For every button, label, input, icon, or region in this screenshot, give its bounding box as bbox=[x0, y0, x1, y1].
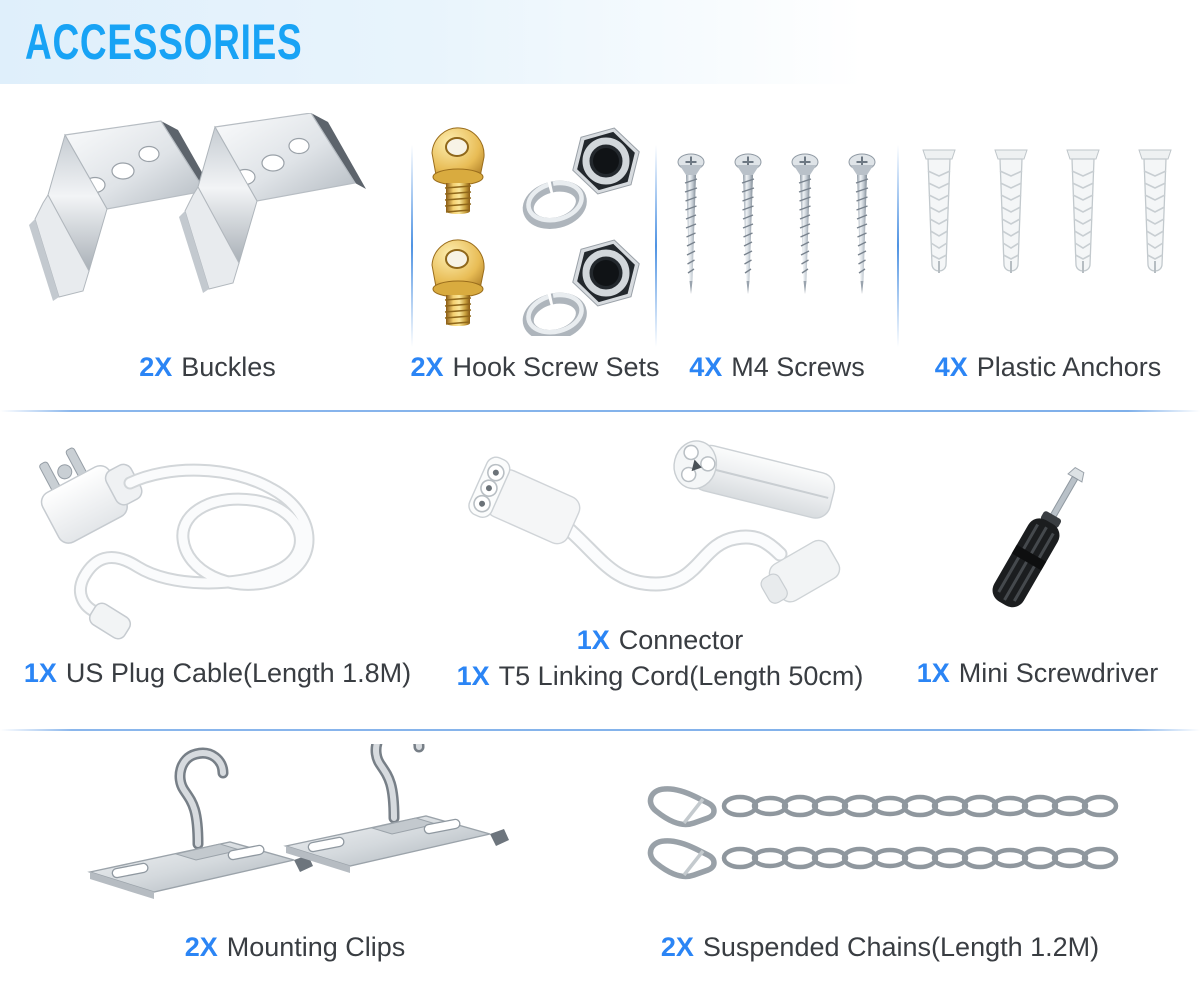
accessory-item-mini-screwdriver bbox=[890, 432, 1185, 694]
item-label bbox=[139, 346, 276, 388]
m4-screws-image bbox=[660, 110, 894, 346]
item-label bbox=[917, 652, 1159, 694]
row-divider-2 bbox=[0, 729, 1200, 731]
item-qty: 1X bbox=[456, 660, 490, 691]
accessory-item-mounting-clips bbox=[78, 742, 512, 968]
item-label bbox=[457, 658, 864, 694]
item-qty: 2X bbox=[139, 351, 173, 382]
item-qty: 4X bbox=[934, 351, 968, 382]
item-label bbox=[185, 926, 406, 968]
item-label bbox=[410, 346, 659, 388]
accessory-item-hook-screw-sets bbox=[410, 110, 660, 388]
col-divider-1 bbox=[411, 145, 413, 347]
item-qty: 1X bbox=[576, 624, 610, 655]
item-label bbox=[935, 346, 1162, 388]
item-name: Hook Screw Sets bbox=[452, 351, 660, 382]
item-name: Connector bbox=[618, 624, 744, 655]
item-label bbox=[24, 652, 411, 694]
accessory-item-buckles bbox=[15, 110, 400, 388]
item-name: Mini Screwdriver bbox=[958, 657, 1159, 688]
us-plug-cable-image bbox=[15, 432, 420, 652]
accessory-item-connector-linking-cord bbox=[455, 432, 865, 694]
item-qty: 2X bbox=[660, 931, 694, 962]
item-label bbox=[661, 926, 1099, 968]
item-name: Mounting Clips bbox=[226, 931, 406, 962]
item-qty: 2X bbox=[410, 351, 444, 382]
connector-linking-cord-image bbox=[455, 432, 865, 622]
page-title: ACCESSORIES bbox=[25, 14, 303, 70]
accessory-item-plastic-anchors bbox=[902, 110, 1194, 388]
item-qty: 1X bbox=[916, 657, 950, 688]
item-name: M4 Screws bbox=[731, 351, 865, 382]
item-name: Buckles bbox=[181, 351, 276, 382]
item-label bbox=[577, 622, 744, 658]
accessory-item-suspended-chains bbox=[618, 742, 1142, 968]
item-name: Suspended Chains(Length 1.2M) bbox=[702, 931, 1100, 962]
mini-screwdriver-image bbox=[890, 432, 1185, 652]
buckles-image bbox=[15, 110, 400, 346]
col-divider-3 bbox=[897, 145, 899, 347]
plastic-anchors-image bbox=[902, 110, 1194, 346]
item-label bbox=[689, 346, 865, 388]
item-qty: 2X bbox=[184, 931, 218, 962]
item-qty: 1X bbox=[23, 657, 57, 688]
item-name: T5 Linking Cord(Length 50cm) bbox=[498, 660, 864, 691]
row-divider-1 bbox=[0, 410, 1200, 412]
hook-screw-sets-image bbox=[420, 110, 650, 346]
suspended-chains-image bbox=[618, 742, 1142, 926]
accessory-item-m4-screws bbox=[660, 110, 894, 388]
item-name: US Plug Cable(Length 1.8M) bbox=[65, 657, 412, 688]
item-qty: 4X bbox=[689, 351, 723, 382]
accessory-item-us-plug-cable bbox=[15, 432, 420, 694]
item-name: Plastic Anchors bbox=[976, 351, 1162, 382]
mounting-clips-image bbox=[78, 742, 512, 926]
item-label-group bbox=[457, 622, 864, 694]
col-divider-2 bbox=[655, 145, 657, 347]
